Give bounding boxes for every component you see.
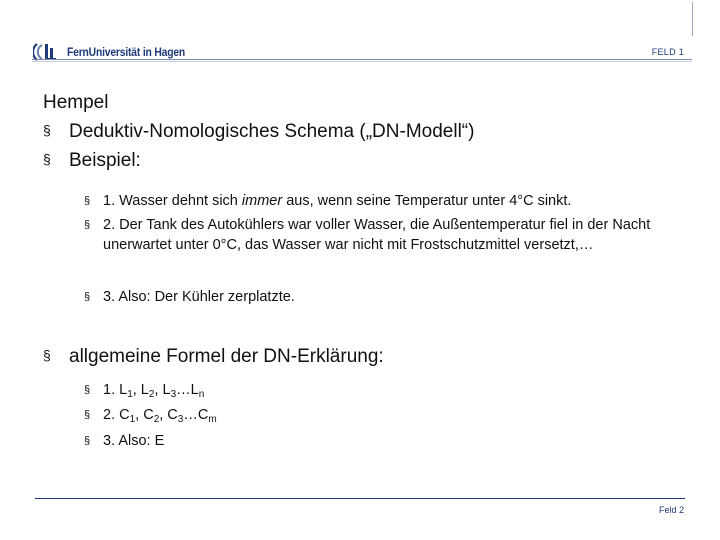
example-text: 2. Der Tank des Autokühlers war voller Wasser, die Außentemperatur fiel in der Nacht unerwartet unter 0°C, das Wasser war nicht mit Frostschutzmittel versetzt,… — [103, 217, 651, 253]
bullet-icon: § — [43, 151, 51, 167]
bullet-icon: § — [84, 409, 91, 421]
bullet-icon: § — [84, 384, 91, 396]
footer-label: Feld 2 — [658, 505, 684, 515]
bullet-dn-model — [43, 121, 474, 143]
example-text: 1. Wasser dehnt sich — [103, 193, 242, 209]
bullet-icon: § — [84, 435, 91, 447]
example-text: 3. Also: Der Kühler zerplatzte. — [103, 289, 295, 305]
bullet-example — [43, 150, 141, 172]
bullet-text: Deduktiv-Nomologisches Schema („DN-Modell“) — [69, 121, 475, 142]
example-item-3 — [84, 287, 684, 307]
header-vertical-rule — [692, 2, 693, 36]
bullet-text: Beispiel: — [69, 150, 141, 171]
bullet-icon: § — [43, 122, 51, 138]
header-rule — [32, 59, 692, 60]
example-text: aus, wenn seine Temperatur unter 4°C sinkt. — [282, 193, 572, 209]
logo-text: FernUniversität in Hagen — [67, 45, 186, 59]
header-label: FELD 1 — [651, 47, 684, 57]
footer-rule — [35, 498, 685, 499]
bullet-icon: § — [84, 195, 91, 207]
formula-item-1: § 1. $L_1$, $L_2$, $L_3\dots L_n$ — [84, 382, 205, 400]
bullet-formula — [43, 346, 384, 368]
example-emphasis: immer — [241, 193, 283, 209]
slide-title: Hempel — [43, 92, 109, 113]
formula-item-3 — [84, 431, 164, 451]
bullet-text: allgemeine Formel der DN-Erklärung: — [69, 346, 384, 367]
example-item-2 — [84, 215, 684, 255]
bullet-icon: § — [84, 219, 91, 231]
example-item-1 — [84, 191, 704, 211]
bullet-icon: § — [84, 291, 91, 303]
formula-item-2: § 2. $C_1$, $C_2$, $C_3\dots C_m$ — [84, 407, 217, 425]
header-rule-shadow — [32, 61, 692, 62]
bullet-icon: § — [43, 347, 51, 363]
formula-text: 3. Also: E — [103, 433, 165, 449]
